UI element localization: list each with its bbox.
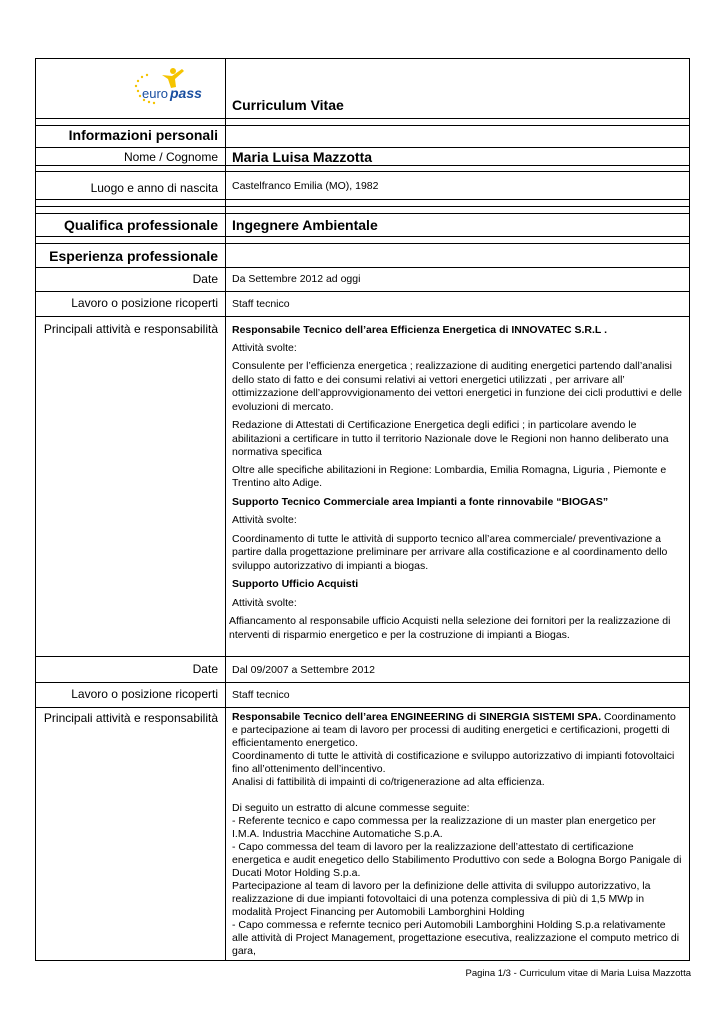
row-divider	[36, 243, 689, 244]
qualification-label: Qualifica professionale	[63, 217, 218, 233]
job1-activity-text: Oltre alle specifiche abilitazioni in Regione: Lombardia, Emilia Romagna, Liguria , Piemonte e Trentino alto Adige.	[232, 463, 667, 489]
job2-activity-text: - Referente tecnico e capo commessa per la realizzazione di un master plan energetico per I.M.A. Industria Macchine Automatiche S.p.A.	[232, 815, 656, 840]
column-divider	[225, 59, 226, 960]
row-divider	[36, 171, 689, 172]
job2-activity-text: Coordinamento e partecipazione ai team di lavoro per processi di auditing energetici e certificazioni, progetti di efficientamento energetico.	[232, 711, 676, 749]
job1-activity-text: Redazione di Attestati di Certificazione Energetica degli edifici ; in particolare avendo le abilitazioni a certificare in tutto il territorio Nazionale dove le Regioni non hanno deliberato una normativa specifica	[232, 419, 669, 458]
row-divider	[36, 213, 689, 214]
row-divider	[36, 118, 689, 119]
name-value: Maria Luisa Mazzotta	[232, 149, 373, 165]
job2-date-label: Date	[192, 662, 218, 676]
row-divider	[36, 682, 689, 683]
job1-activity-text: Consulente per l’efficienza energetica ; realizzazione di auditing energetici partendo dall’analisi dello stato di fatto e dei consumi relativi ai vettori energetici utilizzati , per arrivare all’ ottimizzazione dell’approvvigionamento dei vettori energetici in funzione dei cicli produttivi e delle evoluzioni di mercato.	[232, 360, 682, 413]
job1-activity-title: Supporto Ufficio Acquisti	[232, 578, 359, 590]
job1-date-label: Date	[192, 272, 218, 286]
job1-activity-text: Coordinamento di tutte le attività di supporto tecnico all’area commerciale/ preventivazione a partire dalla progettazione preliminare per arrivare alla costificazione e al coordinamento dello sviluppo autorizzativo di impianti a biogas.	[232, 532, 668, 572]
job1-date-value: Da Settembre 2012 ad oggi	[232, 273, 361, 285]
job2-activities-label: Principali attività e responsabilità	[43, 711, 218, 725]
row-divider	[36, 316, 689, 317]
job2-date-value: Dal 09/2007 a Settembre 2012	[232, 664, 376, 676]
job1-activity-text: Attività svolte:	[232, 514, 297, 526]
job1-activity-title: Responsabile Tecnico dell’area Efficienza Energetica di INNOVATEC S.R.L .	[232, 324, 607, 336]
birth-value: Castelfranco Emilia (MO), 1982	[232, 180, 379, 192]
job2-activity-title: Responsabile Tecnico dell’area ENGINEERING di SINERGIA SISTEMI SPA.	[232, 711, 602, 723]
page-footer: Pagina 1/3 - Curriculum vitae di Maria Luisa Mazzotta	[465, 968, 691, 979]
name-label: Nome / Cognome	[123, 150, 218, 164]
job1-role-value: Staff tecnico	[232, 298, 290, 310]
job1-activity-text: Affiancamento al responsabile ufficio Acquisti nella selezione dei fornitori per la realizzazione di nterventi di risparmio energetico e per la costruzione di impianti a Biogas.	[229, 615, 671, 641]
job1-role-label: Lavoro o posizione ricoperti	[71, 296, 218, 310]
row-divider	[36, 656, 689, 657]
europass-logo	[126, 65, 218, 113]
job2-activity-text: Analisi di fattibilità di impainti di co/trigenerazione ad alta efficienza.	[232, 776, 545, 788]
job2-activity-text: Coordinamento di tutte le attività di costificazione e sviluppo autorizzativo di impianti fotovoltaici fino all’ottenimento dell’incentivo.	[232, 750, 675, 775]
row-divider	[36, 206, 689, 207]
job2-activity-text: - Capo commessa e refernte tecnico peri Automobili Lamborghini Holding S.p.a relativamente alle attività di Project Management, progettazione esecutiva, realizzazione el computo metrico di gara,	[232, 919, 680, 957]
document-title: Curriculum Vitae	[232, 97, 344, 113]
job2-role-label: Lavoro o posizione ricoperti	[71, 687, 218, 701]
row-divider	[36, 199, 689, 200]
logo-wordmark-pass: pass	[170, 85, 202, 101]
row-divider	[36, 291, 689, 292]
job1-activity-title: Supporto Tecnico Commerciale area Impianti a fonte rinnovabile “BIOGAS”	[232, 495, 609, 508]
job2-activity-text	[232, 711, 684, 750]
job1-activity-text: Attività svolte:	[232, 596, 297, 609]
job2-activities	[232, 711, 684, 958]
job1-activities-label: Principali attività e responsabilità	[43, 322, 218, 336]
logo-wordmark-euro: euro	[142, 86, 169, 101]
row-divider	[36, 267, 689, 268]
row-divider	[36, 236, 689, 237]
job2-activity-text: Di seguito un estratto di alcune commesse seguite:	[232, 802, 470, 814]
section-personal-info: Informazioni personali	[68, 127, 218, 143]
birth-label: Luogo e anno di nascita	[90, 181, 218, 195]
job1-activities	[229, 324, 684, 642]
section-experience: Esperienza professionale	[49, 248, 218, 264]
cv-table	[35, 58, 690, 961]
job1-activity-text: Attività svolte:	[232, 341, 297, 354]
row-divider	[36, 707, 689, 708]
qualification-value: Ingegnere Ambientale	[232, 217, 378, 233]
job2-activity-text: Partecipazione al team di lavoro per la definizione delle attivita di sviluppo autorizzativo, la realizzazione di due impianti fotovoltaici di una potenza complessiva di più di 1,5 MWp in modalità Project Financing per Automobili Lamborghini Holding	[232, 880, 651, 918]
job2-activity-text: - Capo commessa del team di lavoro per la realizzazione dell’attestato di certificazione energetica e audit enegetico dello Stabilimento Produttivo con sede a Bologna Borgo Panigale di Ducati Motor Holding S.p.a.	[232, 841, 682, 879]
job2-role-value: Staff tecnico	[232, 689, 290, 701]
